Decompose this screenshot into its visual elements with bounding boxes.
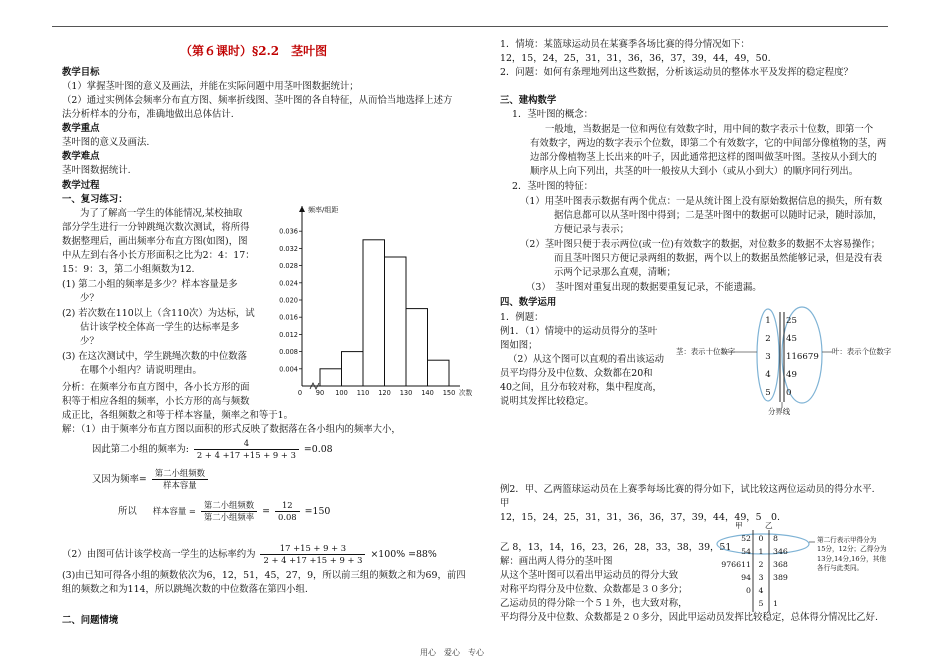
yi-leaf-value: 8 xyxy=(773,534,778,543)
goal-2b: 法分析样本的分布，准确地做出总体估计. xyxy=(62,109,234,120)
y-tick-label: 0.028 xyxy=(279,262,298,271)
stem-leaf-1-drawing xyxy=(660,306,910,418)
header-yi: 乙 xyxy=(765,521,773,530)
question-2: (2) 若次数在110以上（含110次）为达标，试 xyxy=(62,308,255,319)
leaf-value: 0 xyxy=(786,388,792,398)
concept-line-2: 有效数字，两边的数字表示个位数，即第二个有效数字，它的中间部分像植物的茎，两 xyxy=(530,138,887,149)
question-text: 2．问题：如何有条理地列出这些数据，分析该运动员的整体水平及发挥的稳定程度？ xyxy=(500,67,853,78)
yi-leaf-value: 368 xyxy=(773,560,788,569)
note-line-1: 第二行表示甲得分为 xyxy=(817,536,877,544)
analysis-1: 分析：在频率分布直方图中，各小长方形的面 xyxy=(62,382,250,393)
key-text: 茎叶图的意义及画法. xyxy=(62,137,150,148)
example-1f: 说明其发挥比较稳定。 xyxy=(500,396,594,407)
situation-1-data: 12，15，24，25，31，31，36，36，37，39，44，49，50. xyxy=(500,53,771,64)
feature-2a: （2）茎叶图只便于表示两位(或一位)有效数字的数据，对位数多的数据不太容易操作； xyxy=(520,239,881,250)
top-rule xyxy=(52,26,888,27)
y-tick-label: 0.020 xyxy=(279,296,298,305)
stem-value: 5 xyxy=(758,599,764,608)
solution-2-label: 因此第二小组的频率为: xyxy=(92,444,189,455)
note-line-3: 13分,14分,16分，其他 xyxy=(817,554,886,563)
leaf-value: 25 xyxy=(786,316,797,326)
x-tick-label: 0 xyxy=(297,389,303,397)
fraction-denominator: 第二小组频率 xyxy=(203,512,255,522)
fraction-denominator: 样本容量 xyxy=(163,480,197,490)
note-line-4: 各行与此类同。 xyxy=(817,564,864,573)
example-2b: 甲 xyxy=(500,498,510,509)
solution-1: 解：（1）由于频率分布直方图以面积的形式反映了数据落在各小组内的频率大小， xyxy=(62,424,401,435)
goal-1: （1）掌握茎叶图的意义及画法，并能在实际问题中用茎叶图数据统计； xyxy=(62,81,359,92)
yi-leaf-value: 389 xyxy=(773,573,788,582)
yi-leaf-value xyxy=(773,584,807,597)
section-3-heading: 三、建构数学 xyxy=(500,95,557,106)
y-tick-label: 0.008 xyxy=(279,348,298,357)
stem-value: 5 xyxy=(765,388,771,398)
question-1: (1) 第二小组的频率是多少？样本容量是多 xyxy=(62,279,238,290)
yi-leaf-value: 1 xyxy=(773,599,778,608)
leaf-column xyxy=(786,312,826,402)
problem-line-1: 为了了解高一学生的体能情况,某校抽取 xyxy=(80,208,243,219)
x-tick-label: 110 xyxy=(356,389,370,397)
histogram-bar xyxy=(428,360,450,386)
leaf-label: 叶：表示个位数字 xyxy=(832,347,892,356)
jia-leaf-value: 0 xyxy=(746,586,751,595)
fraction-numerator: 12 xyxy=(275,500,300,512)
stem-value: 1 xyxy=(758,547,764,556)
fraction-denominator: 0.08 xyxy=(277,512,297,522)
section-4-heading: 四、数学运用 xyxy=(500,297,557,308)
section-2-heading: 二、问题情境 xyxy=(62,615,119,626)
y-axis-arrow xyxy=(299,206,305,212)
example-2g: 对称平均得分及中位数、众数都是３０多分； xyxy=(500,584,688,595)
problem-line-3: 数据整理后，画出频率分布直方图(如图)，图 xyxy=(62,236,248,247)
x-tick-label: 100 xyxy=(335,389,348,397)
example-1e: 40之间，且分布较对称，集中程度高， xyxy=(500,382,662,393)
feature-1c: 方便记录与表示； xyxy=(554,224,630,235)
analysis-2: 积等于相应各组的频率，小长方形的高与频数 xyxy=(62,396,250,407)
feature-2b: 而且茎叶图只方便记录两组的数据，两个以上的数据虽然能够记录，但是没有表 xyxy=(554,253,883,264)
jia-leaf-column xyxy=(715,532,751,597)
histogram-bar xyxy=(385,257,407,386)
y-tick-label: 0.012 xyxy=(279,330,298,339)
fraction-denominator: 2 + 4 +17 +15 + 9 + 3 xyxy=(263,555,363,565)
solution-3-fraction xyxy=(152,468,208,491)
jia-leaf-value: 976611 xyxy=(721,560,751,569)
solution-4-fraction xyxy=(201,500,257,523)
fraction-denominator: 2 + 4 +17 +15 + 9 + 3 xyxy=(196,450,296,460)
fraction-numerator: 第二小组频数 xyxy=(152,468,208,480)
solution-5-label: （2）由图可估计该学校高一学生的达标率约为 xyxy=(62,549,256,560)
solution-5-fraction xyxy=(260,543,365,566)
question-3: (3) 在这次测试中，学生跳绳次数的中位数落 xyxy=(62,351,248,362)
solution-4-equals: = xyxy=(262,506,270,517)
goal-2a: （2）通过实例体会频率分布直方图、频率折线图、茎叶图的各自特征，从而恰当地选择上述方 xyxy=(62,95,453,106)
stem-value: 2 xyxy=(765,334,771,344)
x-axis-label: 次数 xyxy=(459,389,473,397)
concept-line-3: 边部分像植物茎上长出来的叶子，因此通常把这样的图叫做茎叶图。茎按从小到大的 xyxy=(530,152,877,163)
solution-4-label: 所以 xyxy=(118,506,137,517)
situation-1: 1．情境：某篮球运动员在某赛季各场比赛的得分情况如下： xyxy=(500,39,750,50)
concept-heading: 1．茎叶图的概念： xyxy=(512,109,593,120)
stem-value: 3 xyxy=(758,573,764,582)
jia-leaf-value: 54 xyxy=(741,547,751,556)
footer: 用心 爱心 专心 xyxy=(420,648,484,657)
goals-heading: 教学目标 xyxy=(62,67,100,78)
problem-line-5: 15：9：3，第二小组频数为12. xyxy=(62,264,195,275)
stem-value: 1 xyxy=(765,316,771,326)
example-2f: 从这个茎叶图可以看出甲运动员的得分大致 xyxy=(500,570,679,581)
solution-2 xyxy=(92,438,333,461)
example-2a: 例2．甲、乙两篮球运动员在上赛季每场比赛的得分如下，试比较这两位运动员的得分水平. xyxy=(500,484,875,495)
x-tick-label: 120 xyxy=(378,389,391,397)
stem-column xyxy=(756,312,780,402)
histogram-bar xyxy=(406,309,428,386)
analysis-3: 成正比，各组频数之和等于样本容量，频率之和等于1。 xyxy=(62,410,293,421)
concept-line-1: 一般地，当数据是一位和两位有效数字时，用中间的数字表示十位数，即第一个 xyxy=(545,124,874,135)
question-1b: 少？ xyxy=(80,293,99,304)
stem-value: 0 xyxy=(758,534,764,543)
difficulty-heading: 教学难点 xyxy=(62,151,100,162)
concept-line-4: 顺序从上向下列出，共茎的叶一般按从大到小（或从小到大）的顺序同行列出。 xyxy=(530,166,859,177)
x-tick-label: 90 xyxy=(315,389,325,397)
question-2c: 少？ xyxy=(80,336,99,347)
stem-leaf-note xyxy=(817,536,887,574)
histogram-bar xyxy=(363,240,385,386)
stem-leaf-figure-2 xyxy=(715,520,895,616)
key-heading: 教学重点 xyxy=(62,123,100,134)
solution-5-result: ×100% =88% xyxy=(370,549,437,560)
solution-6b: 组的频数之和为114，所以跳绳次数的中位数落在第四小组. xyxy=(62,584,308,595)
example-2d: 乙 8，13，14，16，23，26，28，33，38，39，51 xyxy=(500,542,732,553)
solution-6a: (3)由已知可得各小组的频数依次为6，12，51，45，27，9，所以前三组的频数之和为69，前四 xyxy=(62,570,466,581)
stem-label: 茎：表示十位数字 xyxy=(676,347,736,356)
example-1c: （2）从这个图可以直观的看出该运动 xyxy=(508,354,664,365)
note-line-2: 15分，12分；乙得分为 xyxy=(817,545,887,554)
review-heading: 一、复习练习： xyxy=(62,194,128,205)
y-tick-label: 0.024 xyxy=(279,279,298,288)
page-title: （第６课时）§2.2 茎叶图 xyxy=(180,44,328,58)
leaf-value: 45 xyxy=(786,334,797,344)
fraction-numerator: 第二小组频数 xyxy=(201,500,257,512)
frequency-histogram xyxy=(270,200,473,400)
jia-leaf-value: 94 xyxy=(741,573,751,582)
x-tick-label: 130 xyxy=(399,389,413,397)
y-tick-label: 0.032 xyxy=(279,244,298,253)
features-heading: 2．茎叶图的特征： xyxy=(512,181,593,192)
y-tick-label: 0.004 xyxy=(279,365,298,374)
example-label: 1．例题： xyxy=(500,312,544,323)
solution-2-result: =0.08 xyxy=(303,444,333,455)
yi-leaf-column xyxy=(773,532,807,610)
y-tick-label: 0.036 xyxy=(279,227,298,236)
example-2h: 乙运动员的得分除一个５１外，也大致对称， xyxy=(500,598,688,609)
process-heading: 教学过程 xyxy=(62,180,100,191)
histogram-bar xyxy=(320,369,342,386)
stem-value: 4 xyxy=(758,586,764,595)
feature-2c: 示两个记录那么直观，清晰； xyxy=(554,267,676,278)
question-2b: 估计该学校全体高一学生的达标率是多 xyxy=(80,322,240,333)
stem-column-2 xyxy=(753,532,769,610)
example-2e: 解：画出两人得分的茎叶图 xyxy=(500,556,613,567)
stem-value: 4 xyxy=(765,370,771,380)
y-axis-label: 频率/组距 xyxy=(308,206,339,214)
x-tick-label: 140 xyxy=(421,389,434,397)
solution-5 xyxy=(62,543,437,566)
problem-line-4: 中从左到右各小长方形面积之比为2：4：17： xyxy=(62,250,255,261)
fraction-numerator: 17 +15 + 9 + 3 xyxy=(260,543,365,555)
stem-value: 2 xyxy=(758,560,764,569)
solution-2-fraction xyxy=(194,438,299,461)
split-label: 分界线 xyxy=(768,407,791,416)
fraction-numerator: 4 xyxy=(194,438,299,450)
example-2c: 12，15，24，25，31，31，36，36，37，39，44，49，5 0. xyxy=(500,512,780,523)
header-jia: 甲 xyxy=(735,521,743,530)
question-3b: 在哪个小组内？请说明理由。 xyxy=(80,365,202,376)
leaf-value: 49 xyxy=(786,370,797,380)
histogram-bar xyxy=(342,352,364,386)
example-1b: 图如图； xyxy=(500,340,538,351)
stem-leaf-figure-1 xyxy=(660,306,910,418)
solution-4-fraction-2 xyxy=(275,500,300,523)
feature-1a: （1）用茎叶图表示数据有两个优点：一是从统计图上没有原始数据信息的损失，所有数 xyxy=(520,196,883,207)
feature-1b: 据信息都可以从茎叶图中得到；二是茎叶图中的数据可以随时记录，随时添加， xyxy=(554,210,883,221)
problem-line-2: 部分学生进行一分钟跳绳次数次测试，将所得 xyxy=(62,222,250,233)
solution-3-label: 又因为频率= xyxy=(92,474,147,485)
stem-value: 3 xyxy=(765,352,771,362)
difficulty-text: 茎叶图数据统计. xyxy=(62,165,131,176)
example-1a: 例1．（1）情境中的运动员得分的茎叶 xyxy=(500,326,658,337)
jia-leaf-value: 52 xyxy=(741,534,751,543)
solution-4 xyxy=(118,500,330,523)
x-tick-label: 150 xyxy=(442,389,456,397)
leaf-value: 116679 xyxy=(786,352,819,362)
yi-leaf-value: 346 xyxy=(773,547,788,556)
feature-3: （3） 茎叶图对重复出现的数据要重复记录，不能遗漏。 xyxy=(526,282,762,293)
solution-4-result: =150 xyxy=(304,506,331,517)
y-tick-label: 0.016 xyxy=(279,313,298,322)
example-2i: 平均得分及中位数、众数都是２０多分，因此甲运动员发挥比较稳定，总体得分情况比乙好. xyxy=(500,612,878,623)
example-1d: 员平均得分及中位数、众数都在20和 xyxy=(500,368,653,379)
solution-3 xyxy=(92,468,210,491)
solution-4-sample-label: 样本容量 = xyxy=(152,506,196,516)
